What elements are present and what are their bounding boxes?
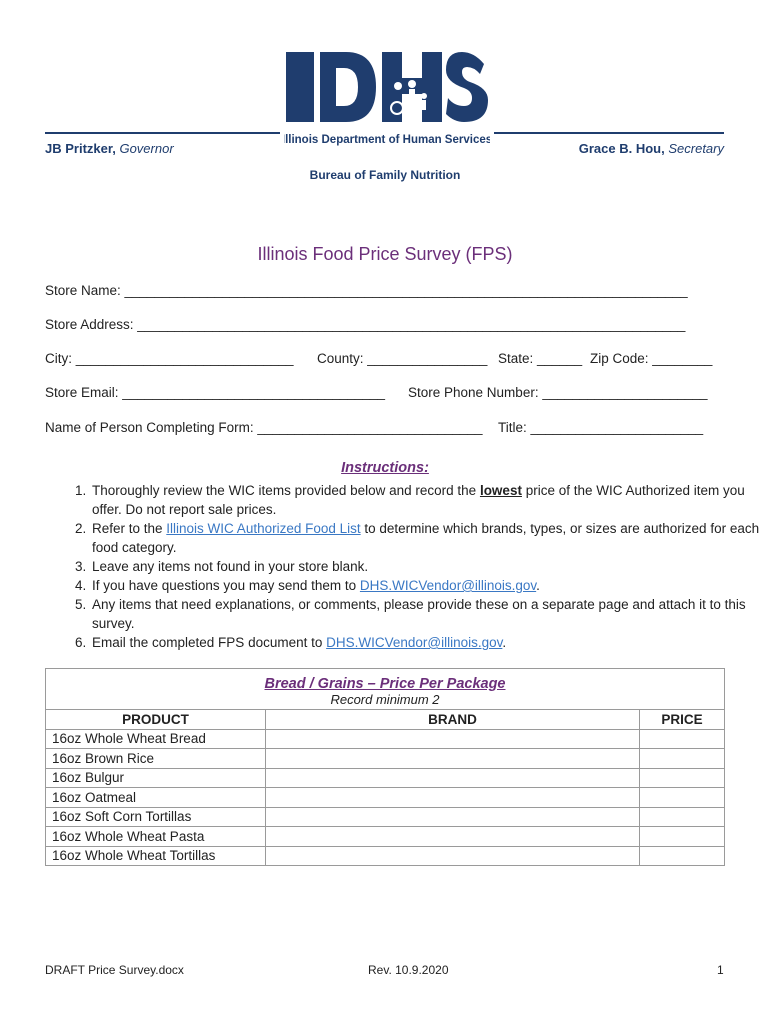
instruction-item: 3. Leave any items not found in your store blank. — [90, 557, 770, 576]
store-phone-field[interactable]: Store Phone Number: ______________________ — [408, 385, 708, 400]
footer-filename: DRAFT Price Survey.docx — [45, 963, 184, 977]
instruction-item — [90, 519, 770, 557]
product-cell: 16oz Whole Wheat Bread — [46, 729, 266, 749]
brand-cell[interactable] — [266, 729, 640, 749]
table-header-row — [46, 710, 725, 730]
price-cell[interactable] — [640, 807, 725, 827]
instruction-item — [90, 576, 770, 595]
product-cell: 16oz Bulgur — [46, 768, 266, 788]
price-cell[interactable] — [640, 846, 725, 866]
idhs-logo — [284, 50, 490, 148]
price-cell[interactable] — [640, 788, 725, 808]
price-cell[interactable] — [640, 768, 725, 788]
instruction-text: Email the completed FPS document to — [92, 635, 327, 650]
table-row — [46, 768, 725, 788]
product-cell: 16oz Whole Wheat Pasta — [46, 827, 266, 847]
city-field[interactable]: City: _____________________________ — [45, 351, 294, 366]
brand-cell[interactable] — [266, 827, 640, 847]
secretary-label — [579, 141, 724, 156]
header-rule-right — [494, 132, 724, 134]
person-title-field[interactable]: Title: _______________________ — [498, 420, 704, 435]
table-row — [46, 788, 725, 808]
price-cell[interactable] — [640, 749, 725, 769]
brand-cell[interactable] — [266, 807, 640, 827]
food-list-link[interactable]: Illinois WIC Authorized Food List — [166, 521, 361, 536]
instructions-heading: Instructions: — [341, 460, 429, 476]
instruction-text: If you have questions you may send them to — [92, 578, 360, 593]
secretary-title: Secretary — [668, 141, 724, 156]
instruction-text: to determine which brands, types, or sizes are authorized for each food category. — [92, 521, 760, 555]
instruction-text: Refer to the — [92, 521, 167, 536]
instruction-text: . — [502, 635, 507, 650]
instruction-text: . — [536, 578, 540, 593]
instructions-list — [50, 481, 770, 652]
table-caption-row — [46, 669, 725, 710]
table-row — [46, 749, 725, 769]
state-field[interactable]: State: ______ — [498, 351, 583, 366]
instruction-item — [90, 633, 770, 652]
brand-cell[interactable] — [266, 846, 640, 866]
brand-cell[interactable] — [266, 749, 640, 769]
instruction-emphasis: lowest — [479, 483, 522, 498]
table-row — [46, 846, 725, 866]
vendor-email-link[interactable]: DHS.WICVendor@illinois.gov — [359, 578, 537, 593]
header-rule-left — [45, 132, 280, 134]
brand-cell[interactable] — [266, 768, 640, 788]
bureau-name: Bureau of Family Nutrition — [309, 168, 461, 182]
product-cell: 16oz Oatmeal — [46, 788, 266, 808]
table-caption — [46, 669, 725, 710]
county-field[interactable]: County: ________________ — [317, 351, 488, 366]
table-row — [46, 729, 725, 749]
brand-column-header: BRAND — [266, 710, 640, 730]
svg-text:Illinois Department of Human S: Illinois Department of Human Services — [284, 134, 490, 146]
price-column-header: PRICE — [640, 710, 725, 730]
secretary-name: Grace B. Hou, — [578, 141, 665, 156]
footer-revision: Rev. 10.9.2020 — [368, 963, 449, 977]
vendor-email-link[interactable]: DHS.WICVendor@illinois.gov — [326, 635, 503, 650]
footer-page-number: 1 — [717, 963, 724, 977]
instruction-item: 5. Any items that need explanations, or comments, please provide these on a separate page and attach it to this survey. — [90, 595, 770, 633]
product-cell: 16oz Brown Rice — [46, 749, 266, 769]
brand-cell[interactable] — [266, 788, 640, 808]
product-column-header: PRODUCT — [46, 710, 266, 730]
table-title: Bread / Grains – Price Per Package — [264, 675, 506, 692]
table-subtitle: Record minimum 2 — [330, 691, 440, 707]
zip-field[interactable]: Zip Code: ________ — [590, 351, 713, 366]
product-cell: 16oz Soft Corn Tortillas — [46, 807, 266, 827]
store-email-field[interactable]: Store Email: ___________________________________ — [45, 385, 386, 400]
store-address-field[interactable]: Store Address: _________________________________________________________________________ — [45, 317, 686, 332]
person-name-field[interactable]: Name of Person Completing Form: ______________________________ — [45, 420, 483, 435]
governor-name: JB Pritzker, — [45, 141, 116, 156]
instruction-text: Thoroughly review the WIC items provided below and record the — [92, 483, 480, 498]
price-table — [45, 668, 725, 866]
price-cell[interactable] — [640, 729, 725, 749]
product-cell: 16oz Whole Wheat Tortillas — [46, 846, 266, 866]
table-row — [46, 807, 725, 827]
governor-title: Governor — [119, 141, 174, 156]
page-title: Illinois Food Price Survey (FPS) — [257, 244, 513, 264]
idhs-logo-graphic — [284, 50, 490, 148]
instruction-text: price of the WIC Authorized item you offer. Do not report sale prices. — [92, 483, 745, 517]
price-cell[interactable] — [640, 827, 725, 847]
governor-label — [45, 141, 174, 156]
instruction-item — [90, 481, 770, 519]
store-name-field[interactable]: Store Name: ___________________________________________________________________________ — [45, 283, 688, 298]
table-row — [46, 827, 725, 847]
